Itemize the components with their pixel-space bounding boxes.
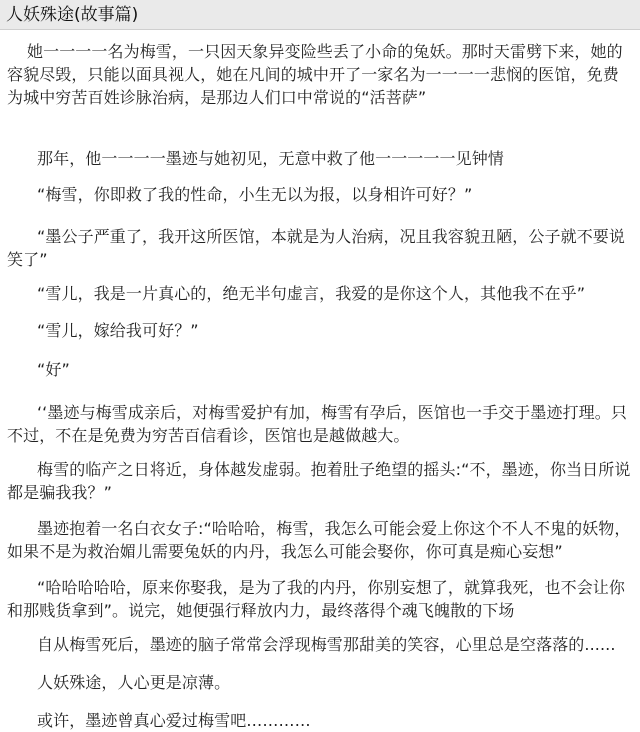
paragraph: 她一一一一名为梅雪，一只因天象异变险些丢了小命的兔妖。那时天雷劈下来，她的容貌尽毁，只能以面具视人，她在凡间的城中开了一家名为一一一一悲悯的医馆，免费为城中穷苦百姓诊脉治病，是那边人们口中常说的“活菩萨” bbox=[7, 42, 623, 107]
paragraph: 那年，他一一一一墨迹与她初见，无意中救了他一一一一一见钟情 bbox=[37, 149, 504, 168]
title-bar bbox=[0, 0, 640, 30]
paragraph: “梅雪，你即救了我的性命，小生无以为报，以身相许可好？” bbox=[37, 185, 473, 204]
paragraph: “雪儿，嫁给我可好？” bbox=[37, 321, 199, 340]
page-title: 人妖殊途(故事篇) bbox=[6, 5, 139, 25]
paragraph: 自从梅雪死后，墨迹的脑子常常会浮现梅雪那甜美的笑容，心里总是空落落的...... bbox=[37, 635, 616, 654]
paragraph: “雪儿，我是一片真心的，绝无半句虚言，我爱的是你这个人，其他我不在乎” bbox=[37, 284, 586, 303]
paragraph: 人妖殊途，人心更是凉薄。 bbox=[37, 673, 231, 692]
paragraph: “好” bbox=[37, 360, 70, 379]
paragraph: 墨迹抱着一名白衣女子:“哈哈哈，梅雪，我怎么可能会爱上你这个不人不鬼的妖物，如果不是为救治媚儿需要兔妖的内丹，我怎么可能会娶你，你可真是痴心妄想” bbox=[7, 519, 631, 561]
paragraph: “墨公子严重了，我开这所医馆，本就是为人治病，况且我容貌丑陋，公子就不要说笑了” bbox=[7, 227, 625, 269]
paragraph: ‘‘墨迹与梅雪成亲后，对梅雪爱护有加，梅雪有孕后，医馆也一手交于墨迹打理。只不过，不在是免费为穷苦百信看诊，医馆也是越做越大。 bbox=[7, 403, 627, 445]
paragraph: 或许，墨迹曾真心爱过梅雪吧………… bbox=[37, 711, 311, 730]
paragraph: “哈哈哈哈哈，原来你娶我，是为了我的内丹，你别妄想了，就算我死，也不会让你和那贱货拿到”。说完，她便强行释放内力，最终落得个魂飞魄散的下场 bbox=[7, 578, 625, 620]
paragraph: 梅雪的临产之日将近，身体越发虚弱。抱着肚子绝望的摇头:“不，墨迹，你当日所说都是骗我我？” bbox=[7, 460, 631, 502]
